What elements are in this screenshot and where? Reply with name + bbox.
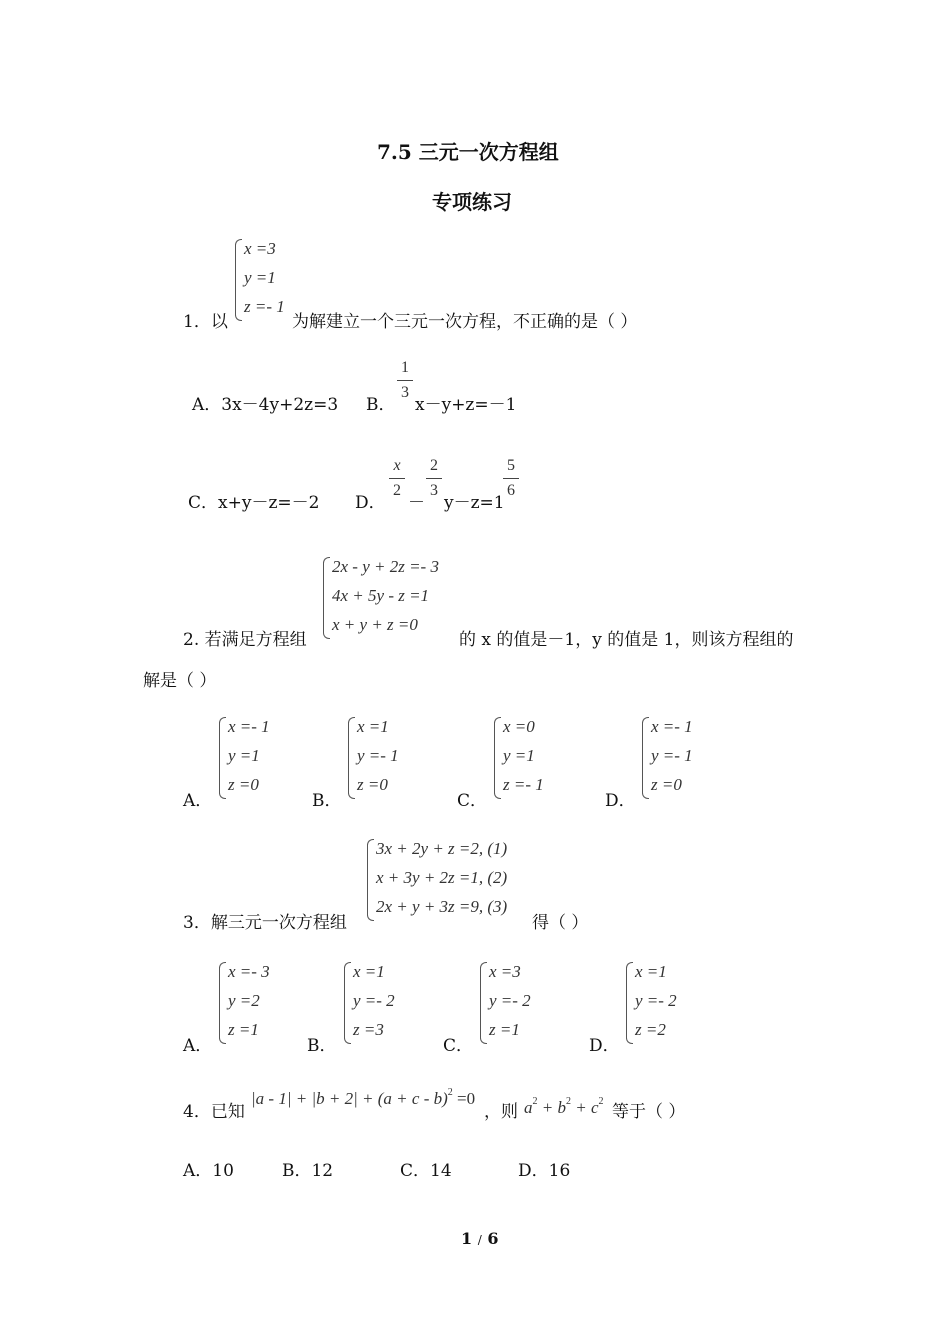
option-row: z =0 — [357, 775, 388, 794]
option-row: x =- 1 — [228, 717, 270, 736]
option-row: y =1 — [503, 746, 535, 765]
q2-suffix: 的 x 的值是－1，y 的值是 1，则该方程组的 — [459, 630, 794, 650]
page-current: 1 — [461, 1229, 473, 1248]
q2-option-a-label: A． — [183, 791, 213, 811]
option-row: x =1 — [635, 962, 667, 981]
q2-option-brace — [219, 717, 226, 799]
q4-term-a: a — [524, 1098, 533, 1117]
q3-option-brace — [626, 962, 633, 1044]
q3-option-brace — [344, 962, 351, 1044]
option-row: z =1 — [489, 1020, 520, 1039]
q4-suffix: 等于（ ） — [612, 1102, 686, 1122]
fraction-denominator: 3 — [430, 482, 438, 499]
q4-sum-of-squares — [524, 1096, 604, 1118]
q4-term-c: + c — [570, 1098, 599, 1117]
q4-expression-body: |a - 1| + |b + 2| + (a + c - b) — [251, 1089, 448, 1108]
q3-system-row: x + 3y + 2z =1, (2) — [376, 868, 508, 887]
fraction-bar — [503, 478, 519, 479]
q4-exponent-b: 2 — [565, 1096, 571, 1107]
q2-option-brace — [494, 717, 501, 799]
option-row: y =- 1 — [357, 746, 399, 765]
q1-brace — [235, 239, 242, 321]
q1-option-c: C．x+y－z=－2 — [188, 493, 320, 513]
q3-option-a-system — [219, 960, 289, 1046]
q3-option-d-system — [626, 960, 696, 1046]
q1-option-b-rest: x－y+z=－1 — [415, 395, 517, 415]
option-row: y =- 1 — [651, 746, 693, 765]
option-row: z =0 — [651, 775, 682, 794]
q2-system — [323, 555, 463, 641]
q4-expression — [251, 1087, 475, 1109]
fraction-denominator: 2 — [393, 482, 401, 499]
q3-prefix: 3．解三元一次方程组 — [183, 913, 347, 933]
page-subtitle: 专项练习 — [432, 190, 512, 214]
option-row: z =2 — [635, 1020, 666, 1039]
q1-system-row: z =- 1 — [244, 297, 285, 316]
q1-option-d-rest: y－z=1 — [444, 493, 505, 513]
q4-option-b: B．12 — [282, 1161, 334, 1181]
page-number — [461, 1229, 498, 1248]
fraction-numerator: x — [393, 457, 401, 474]
q3-option-brace — [480, 962, 487, 1044]
q2-system-row: x + y + z =0 — [332, 615, 418, 634]
q3-option-d-label: D． — [589, 1036, 620, 1056]
page-separator: / — [477, 1233, 482, 1247]
option-row: x =1 — [353, 962, 385, 981]
option-row: y =- 2 — [353, 991, 395, 1010]
fraction-numerator: 1 — [401, 359, 409, 376]
q4-option-c: C．14 — [400, 1161, 452, 1181]
fraction-denominator: 3 — [401, 384, 409, 401]
q1-option-b-label: B． — [366, 395, 396, 415]
q3-system — [367, 837, 527, 923]
q1-system-row: x =3 — [244, 239, 276, 258]
option-row: y =1 — [228, 746, 260, 765]
q2-line2: 解是（ ） — [143, 671, 217, 691]
option-row: x =3 — [489, 962, 521, 981]
q3-brace — [367, 839, 374, 921]
q1-option-b-fraction — [397, 359, 413, 402]
q2-option-a-system — [219, 715, 289, 801]
option-row: z =- 1 — [503, 775, 544, 794]
q2-option-d-label: D． — [605, 791, 636, 811]
fraction-denominator: 6 — [507, 482, 515, 499]
option-row: z =3 — [353, 1020, 384, 1039]
fraction-bar — [426, 478, 442, 479]
q3-option-c-system — [480, 960, 550, 1046]
option-row: z =0 — [228, 775, 259, 794]
q3-option-a-label: A． — [183, 1036, 213, 1056]
q2-option-c-label: C． — [457, 791, 488, 811]
q2-brace — [323, 557, 330, 639]
q3-option-b-system — [344, 960, 414, 1046]
option-row: y =2 — [228, 991, 260, 1010]
page-title: 7.5 三元一次方程组 — [377, 140, 559, 164]
option-row: y =- 2 — [635, 991, 677, 1010]
q4-equals: =0 — [452, 1089, 476, 1108]
q2-option-c-system — [494, 715, 564, 801]
option-row: x =- 3 — [228, 962, 270, 981]
fraction-numerator: 2 — [430, 457, 438, 474]
q3-option-brace — [219, 962, 226, 1044]
q2-prefix: 2. 若满足方程组 — [183, 630, 307, 650]
q1-option-a: A．3x－4y+2z=3 — [192, 395, 339, 415]
q3-option-c-label: C． — [443, 1036, 474, 1056]
q1-option-d-label: D． — [355, 493, 386, 513]
option-row: z =1 — [228, 1020, 259, 1039]
q4-term-b: + b — [537, 1098, 566, 1117]
fraction-bar — [397, 380, 413, 381]
q4-option-d: D．16 — [518, 1161, 571, 1181]
q1-option-d-fraction-1 — [389, 457, 405, 500]
q1-option-d-fraction-2 — [426, 457, 442, 500]
q2-option-brace — [348, 717, 355, 799]
option-row: y =- 2 — [489, 991, 531, 1010]
fraction-numerator: 5 — [507, 457, 515, 474]
page-total: 6 — [487, 1229, 499, 1248]
q1-prefix: 1．以 — [183, 312, 228, 332]
q4-mid: ，则 — [484, 1102, 518, 1122]
q3-system-row: 3x + 2y + z =2, (1) — [376, 839, 508, 858]
q3-option-b-label: B． — [307, 1036, 337, 1056]
q4-exponent: 2 — [447, 1087, 453, 1098]
q2-option-b-label: B． — [312, 791, 342, 811]
q2-option-d-system — [642, 715, 722, 801]
q4-exponent-a: 2 — [532, 1096, 538, 1107]
q2-option-b-system — [348, 715, 418, 801]
q2-system-row: 2x - y + 2z =- 3 — [332, 557, 439, 576]
option-row: x =1 — [357, 717, 389, 736]
q3-system-row: 2x + y + 3z =9, (3) — [376, 897, 508, 916]
fraction-bar — [389, 478, 405, 479]
option-row: x =0 — [503, 717, 535, 736]
q4-prefix: 4．已知 — [183, 1102, 245, 1122]
q4-option-a: A．10 — [183, 1161, 234, 1181]
q2-system-row: 4x + 5y - z =1 — [332, 586, 430, 605]
q1-option-d-minus: － — [408, 493, 425, 513]
q1-suffix: 为解建立一个三元一次方程，不正确的是（ ） — [292, 312, 638, 332]
option-row: x =- 1 — [651, 717, 693, 736]
q4-exponent-c: 2 — [598, 1096, 604, 1107]
q1-system-row: y =1 — [244, 268, 276, 287]
q1-option-d-fraction-3 — [503, 457, 519, 500]
q3-suffix: 得（ ） — [532, 913, 589, 933]
q2-option-brace — [642, 717, 649, 799]
